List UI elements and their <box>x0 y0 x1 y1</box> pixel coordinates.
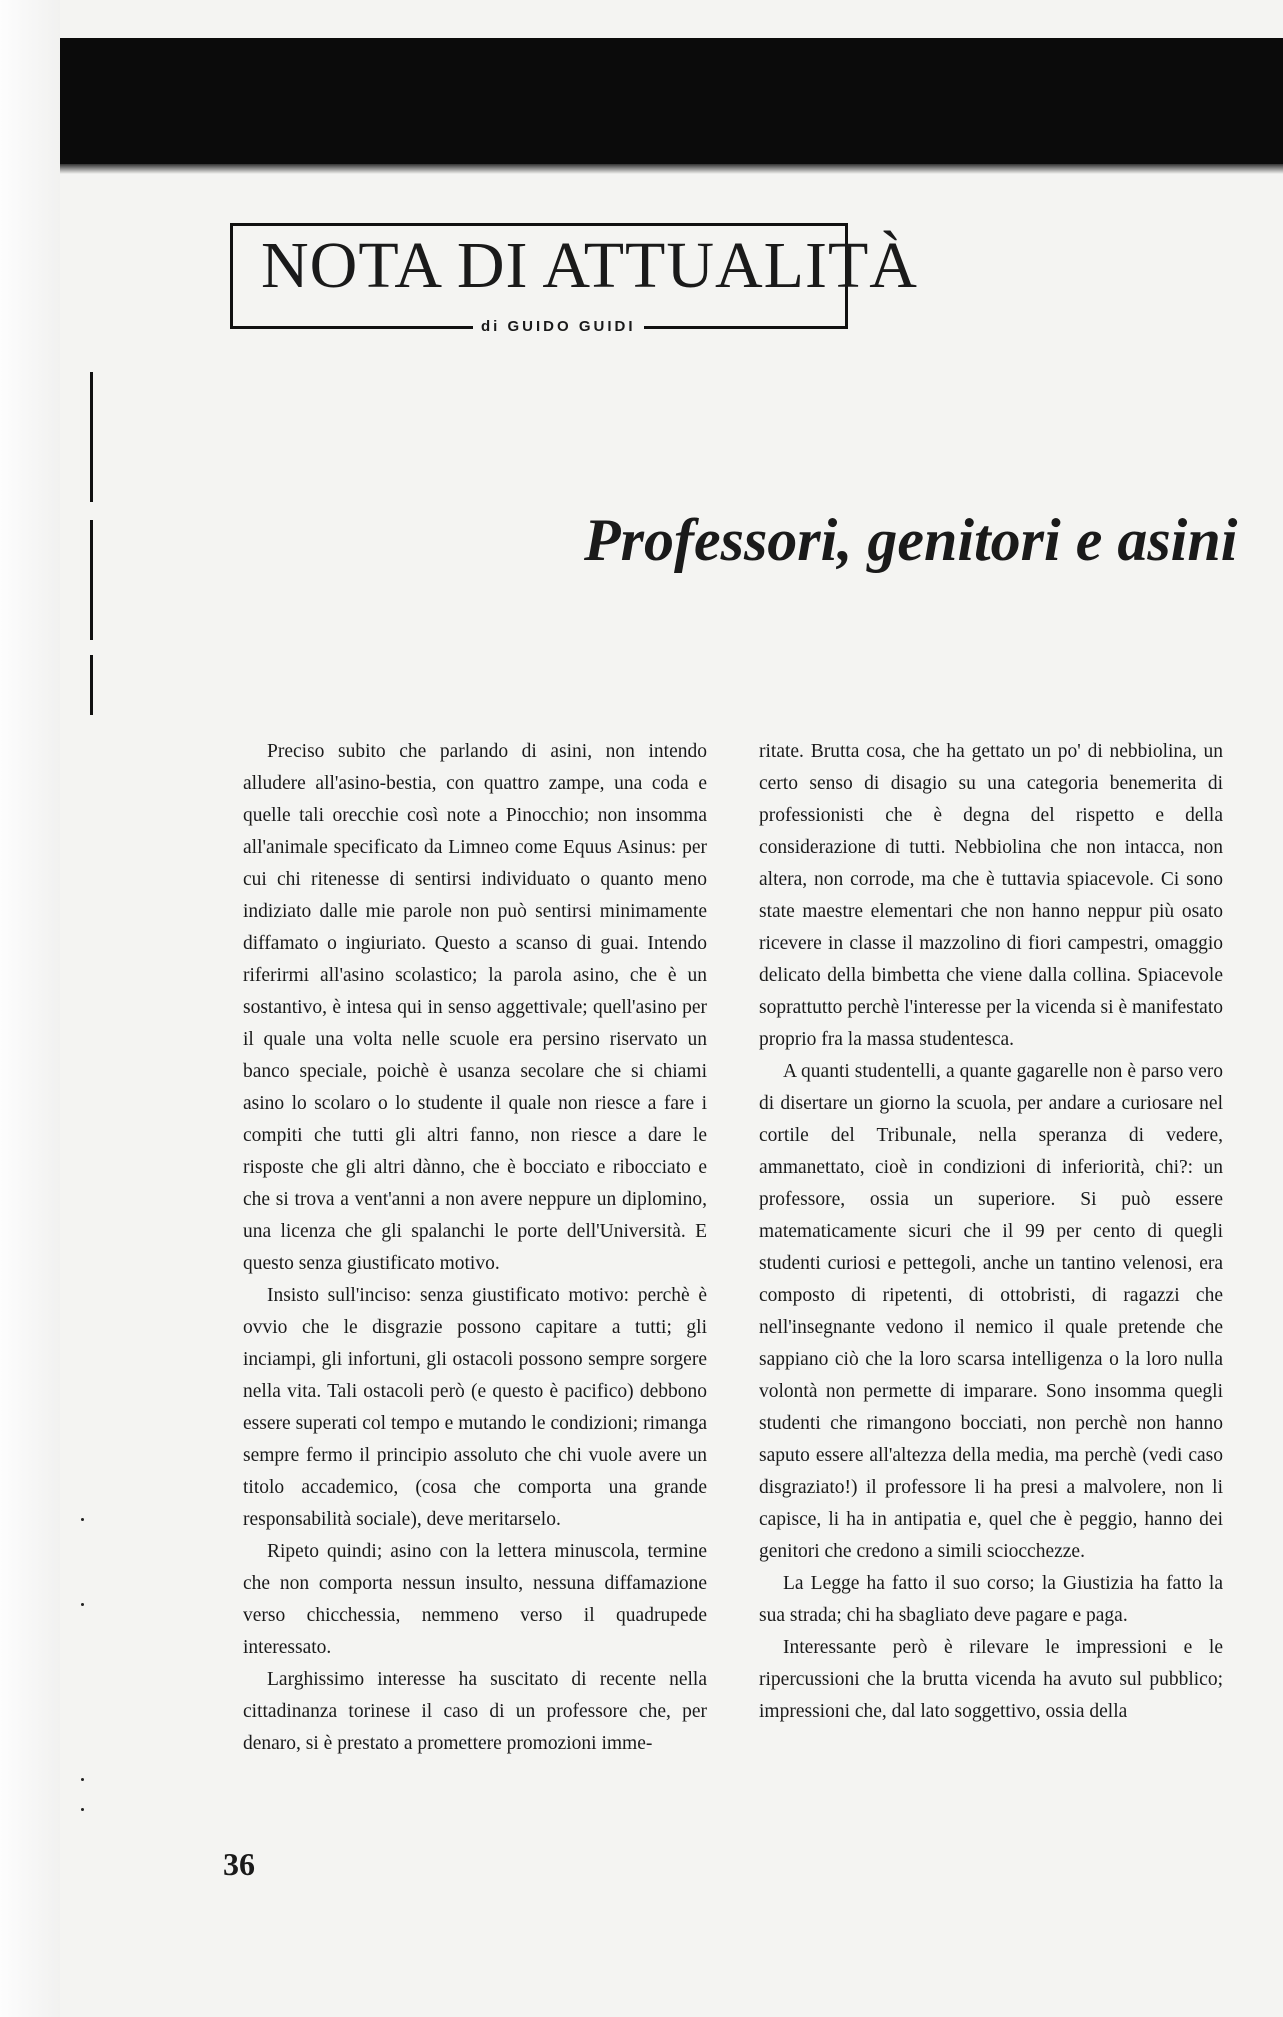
text-column-left <box>243 736 707 1760</box>
page-number: 36 <box>223 1846 255 1882</box>
scan-speck <box>81 1778 84 1781</box>
section-header-box <box>230 223 918 335</box>
author-byline: di GUIDO GUIDI <box>473 318 644 336</box>
paragraph-continuation: ritate. Brutta cosa, che ha gettato un po' di nebbiolina, un certo senso di disagio su una categoria benemerita di professionisti che è degna del rispetto e della considerazione di tutti. Nebbiolina che non intacca, non altera, non corrode, ma che è tuttavia spiacevole. Ci sono state maestre elementari che non hanno neppur più osato ricevere in classe il mazzolino di fiori campestri, omaggio delicato della bimbetta che viene dalla collina. Spiacevole soprattutto perchè l'interesse per la vicenda si è manifestato proprio fra la massa studentesca. <box>759 741 1223 1050</box>
paragraph: La Legge ha fatto il suo corso; la Giustizia ha fatto la sua strada; chi ha sbagliato deve pagare e paga. <box>759 1573 1223 1626</box>
text-column-right <box>759 736 1223 1728</box>
top-black-band <box>60 38 1283 168</box>
page-gutter-shadow <box>0 0 60 2017</box>
section-title: NOTA DI ATTUALITÀ <box>261 229 918 302</box>
article-title: Professori, genitori e asini <box>584 507 1238 573</box>
scan-speck <box>81 1603 84 1606</box>
paragraph: Preciso subito che parlando di asini, non intendo alludere all'asino-bestia, con quattro zampe, una coda e quelle tali orecchie così note a Pinocchio; non insomma all'animale specificato da Limneo come Equus Asinus: per cui chi ritenesse di sentirsi individuato o quanto meno indiziato dalle mie parole non può sentirsi minimamente diffamato o ingiuriato. Questo a scanso di guai. Intendo riferirmi all'asino scolastico; la parola asino, che è un sostantivo, è intesa qui in senso aggettivale; quell'asino per il quale una volta nelle scuole era persino riservato un banco speciale, poichè è usanza secolare che si chiami asino lo scolaro o lo studente il quale non riesce a fare i compiti che tutti gli altri fanno, non riesce a dare le risposte che gli altri dànno, che è bocciato e ribocciato e che si trova a vent'anni a non avere neppure un diplomino, una licenza che gli spalanchi le porte dell'Università. E questo senza giustificato motivo. <box>243 741 707 1274</box>
paragraph: Interessante però è rilevare le impressioni e le ripercussioni che la brutta vicenda ha avuto sul pubblico; impressioni che, dal lato soggettivo, ossia della <box>759 1637 1223 1722</box>
gutter-line <box>90 655 93 715</box>
gutter-line <box>90 372 93 502</box>
gutter-line <box>90 520 93 640</box>
scan-speck <box>81 1518 84 1521</box>
paragraph: Ripeto quindi; asino con la lettera minuscola, termine che non comporta nessun insulto, nessuna diffamazione verso chicchessia, nemmeno verso il quadrupede interessato. <box>243 1541 707 1658</box>
scan-speck <box>81 1808 84 1811</box>
paragraph: Insisto sull'inciso: senza giustificato motivo: perchè è ovvio che le disgrazie possono capitare a tutti; gli inciampi, gli infortuni, gli ostacoli possono sempre sorgere nella vita. Tali ostacoli però (e questo è pacifico) debbono essere superati col tempo e mutando le condizioni; rimanga sempre fermo il principio assoluto che chi vuole avere un titolo accademico, (cosa che comporta una grande responsabilità sociale), deve meritarselo. <box>243 1285 707 1530</box>
paragraph: Larghissimo interesse ha suscitato di recente nella cittadinanza torinese il caso di un professore che, per denaro, si è prestato a promettere promozioni imme- <box>243 1669 707 1754</box>
top-band-edge <box>60 164 1283 174</box>
paragraph: A quanti studentelli, a quante gagarelle non è parso vero di disertare un giorno la scuola, per andare a curiosare nel cortile del Tribunale, nella speranza di vedere, ammanettato, cioè in condizioni di inferiorità, chi?: un professore, ossia un superiore. Si può essere matematicamente sicuri che il 99 per cento di quegli studenti curiosi e pettegoli, anche un tantino velenosi, era composto di ripetenti, di ottobristi, di ragazzi che nell'insegnante vedono il nemico il quale pretende che sappiano ciò che la loro scarsa intelligenza o la loro nulla volontà non permette di imparare. Sono insomma quegli studenti che rimangono bocciati, non perchè non hanno saputo essere all'altezza della media, ma perchè (vedi caso disgraziato!) il professore li ha presi a malvolere, non li capisce, li ha in antipatia e, quel che è peggio, hanno dei genitori che credono a simili sciocchezze. <box>759 1061 1223 1562</box>
